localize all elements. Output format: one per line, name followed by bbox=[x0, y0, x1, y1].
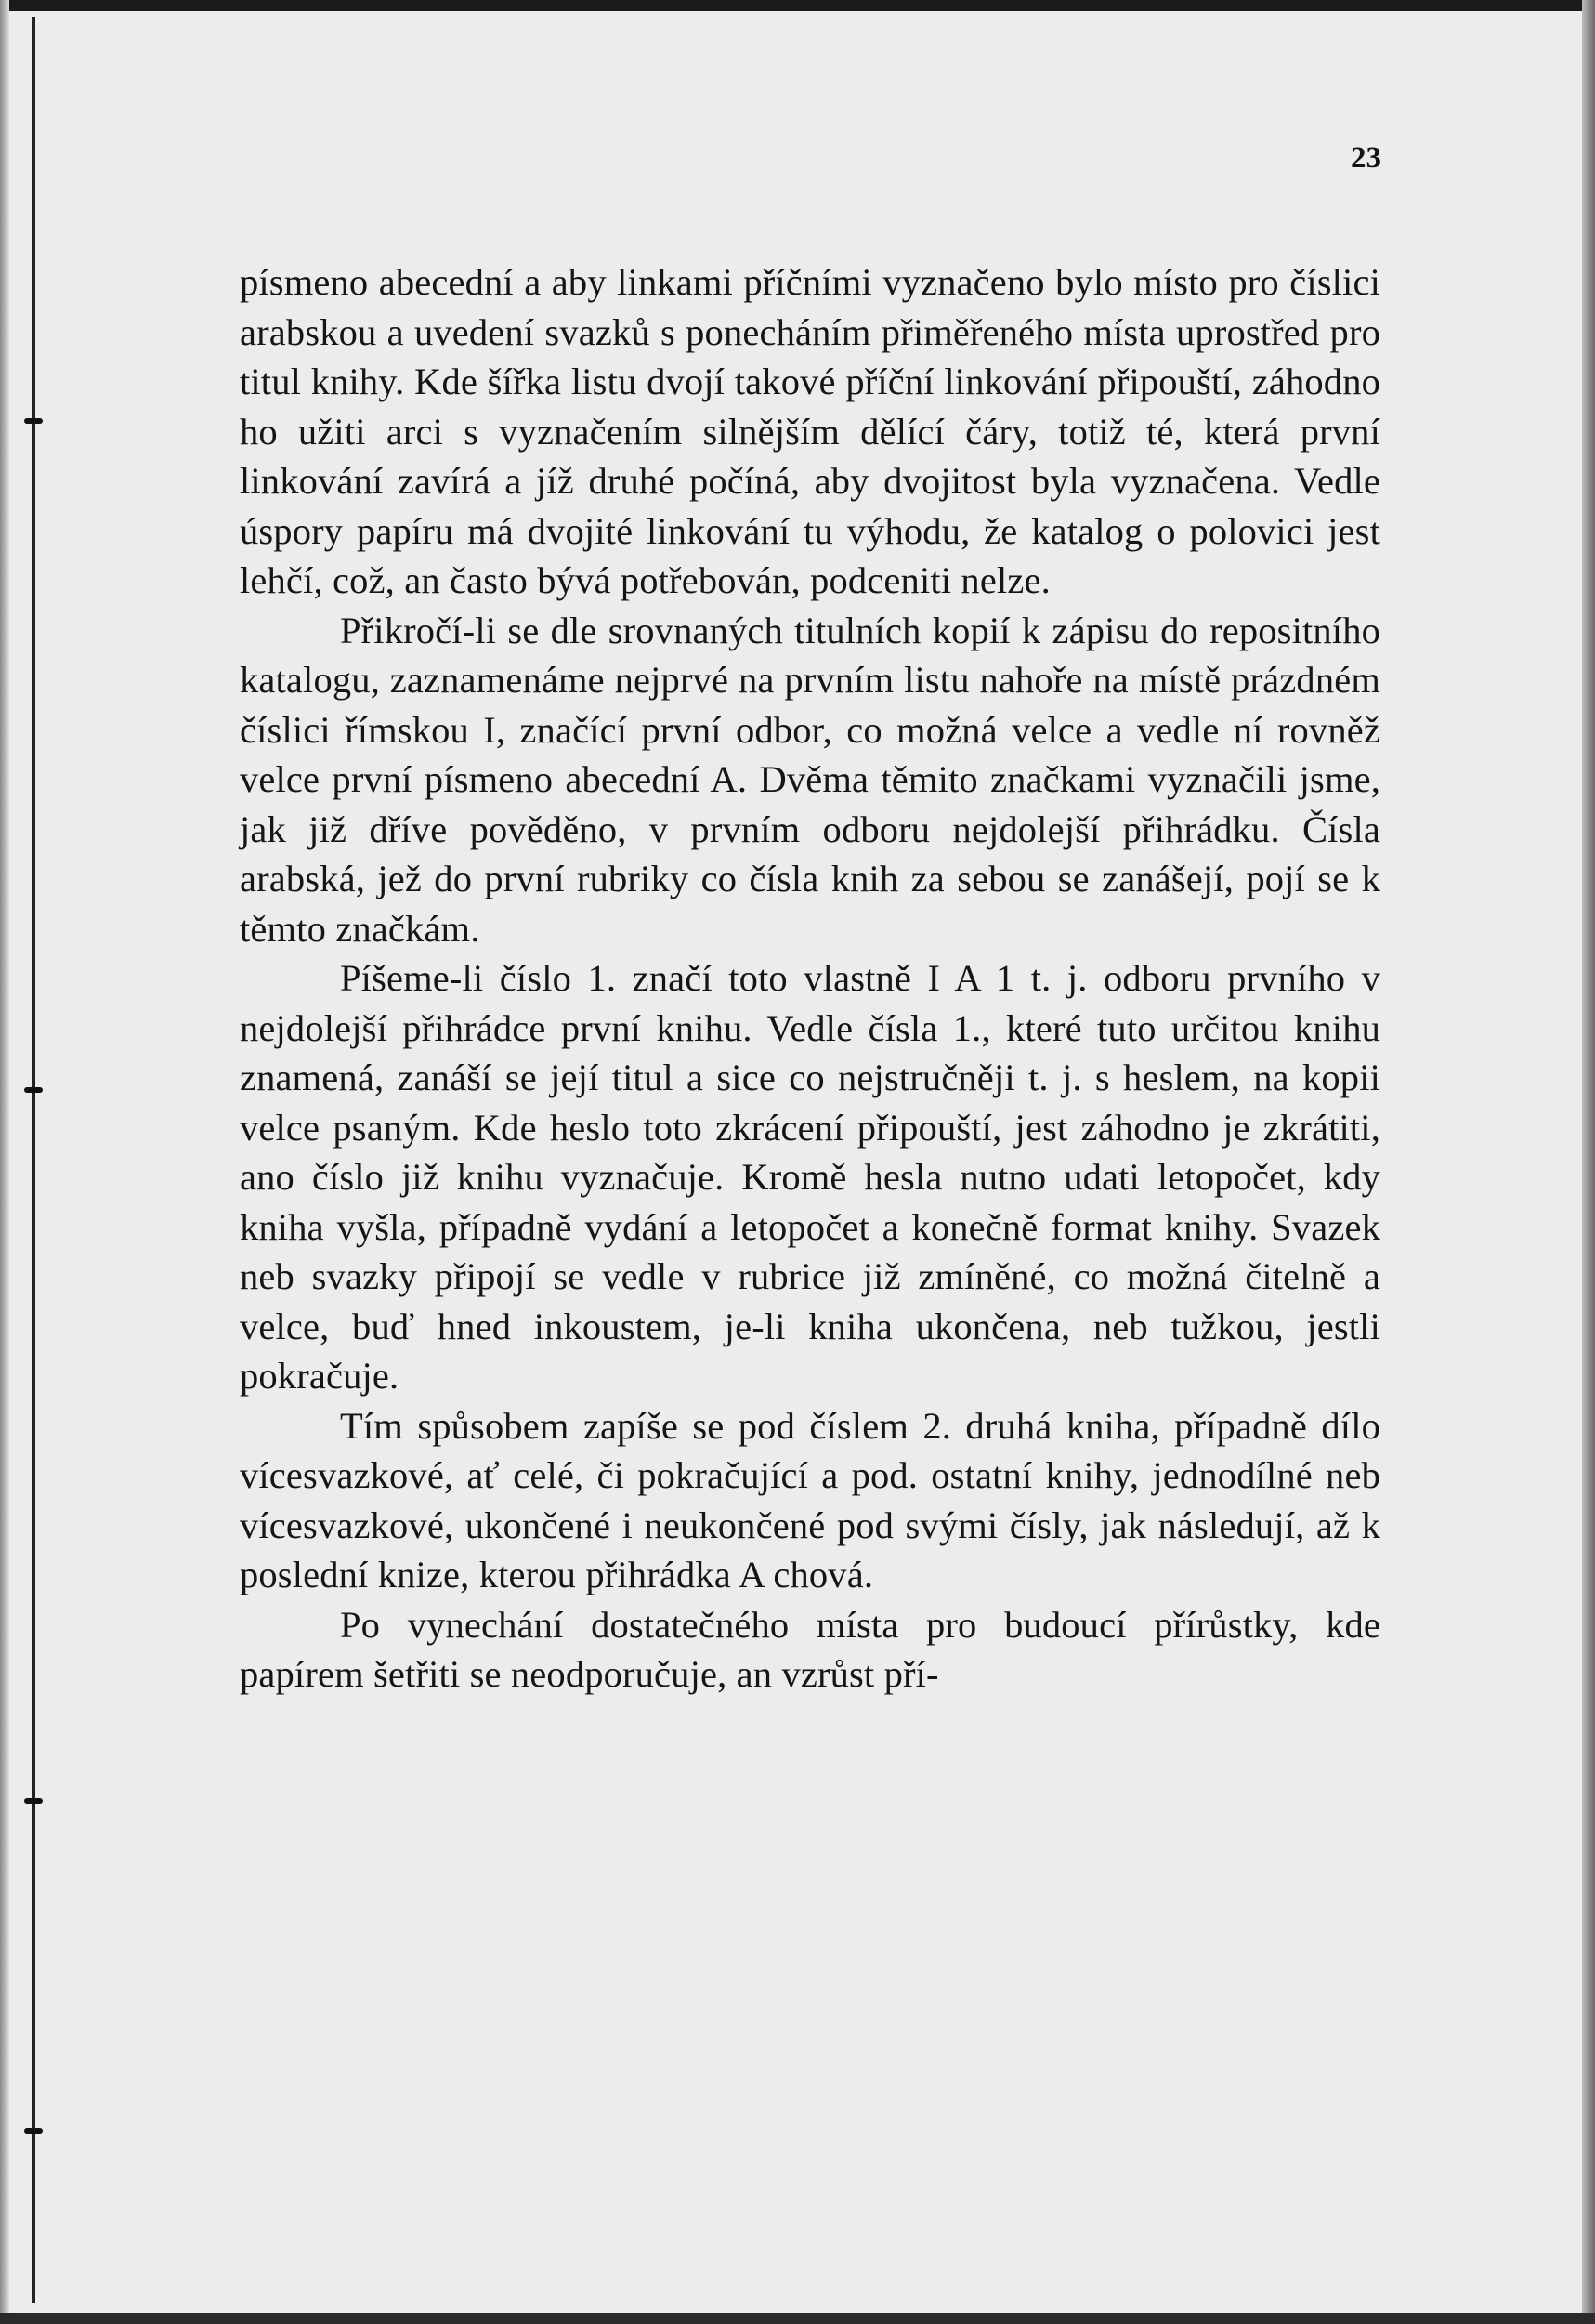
paragraph-2: Přikročí-li se dle srovnaných titulních kopií k zápisu do repositního katalogu, zaznamenáme nejprvé na prvním listu nahoře na místě prázdném číslici římskou I, značící první odbor, co možná velce a vedle ní rovněž velce první písmeno abecední A. Dvěma těmito značkami vyznačili jsme, jak již dříve pověděno, v prvním odboru nejdolejší přihrádku. Čísla arabská, jež do první rubriky co čísla knih za sebou se zanášejí, pojí se k těmto značkám. bbox=[240, 609, 1380, 950]
left-binding-shadow bbox=[0, 0, 9, 2324]
paragraph-1: písmeno abecední a aby linkami příčními vyznačeno bylo místo pro číslici arabskou a uvedení svazků s ponecháním přiměřeného místa uprostřed pro titul knihy. Kde šířka listu dvojí takové příční linkování připouští, záhodno ho užiti arci s vyznačením silnějším dělící čáry, totiž té, která první linkování zavírá a jíž druhé počíná, aby dvojitost byla vyznačena. Vedle úspory papíru má dvojité linkování tu výhodu, že katalog o polovici jest lehčí, což, an často bývá potřebován, podceniti nelze. bbox=[240, 261, 1380, 601]
paragraph-4: Tím spůsobem zapíše se pod číslem 2. druhá kniha, případně dílo vícesvazkové, ať celé, či pokračující a pod. ostatní knihy, jednodílné neb vícesvazkové, ukončené i neukončené pod svými čísly, jak následují, až k poslední knize, kterou přihrádka A chová. bbox=[240, 1404, 1380, 1595]
binding-mark-3 bbox=[24, 1798, 43, 1804]
paragraph-5: Po vynechání dostatečného místa pro budoucí přírůstky, kde papírem šetřiti se neodporučuje, an vzrůst pří- bbox=[240, 1603, 1380, 1695]
paragraph-3: Píšeme-li číslo 1. značí toto vlastně I A 1 t. j. odboru prvního v nejdolejší přihrádce první knihu. Vedle čísla 1., které tuto určitou knihu znamená, zanáší se její titul a sice co nejstručněji t. j. s heslem, na kopii velce psaným. Kde heslo toto zkrácení připouští, jest záhodno je zkrátiti, ano číslo již knihu vyznačuje. Kromě hesla nutno udati letopočet, kdy kniha vyšla, případně vydání a letopočet a konečně format knihy. Svazek neb svazky připojí se vedle v rubrice již zmíněné, co možná čitelně a velce, buď hned inkoustem, je-li kniha ukončena, neb tužkou, jestli pokračuje. bbox=[240, 957, 1380, 1397]
body-text bbox=[240, 257, 1380, 1700]
binding-line bbox=[32, 17, 35, 2303]
binding-mark-4 bbox=[24, 2128, 43, 2134]
binding-mark-2 bbox=[24, 1087, 43, 1093]
binding-mark-1 bbox=[24, 418, 43, 424]
bottom-scan-edge bbox=[0, 2313, 1595, 2324]
page-number: 23 bbox=[1351, 141, 1381, 175]
top-scan-edge bbox=[0, 0, 1595, 11]
right-page-edge bbox=[1582, 0, 1595, 2324]
